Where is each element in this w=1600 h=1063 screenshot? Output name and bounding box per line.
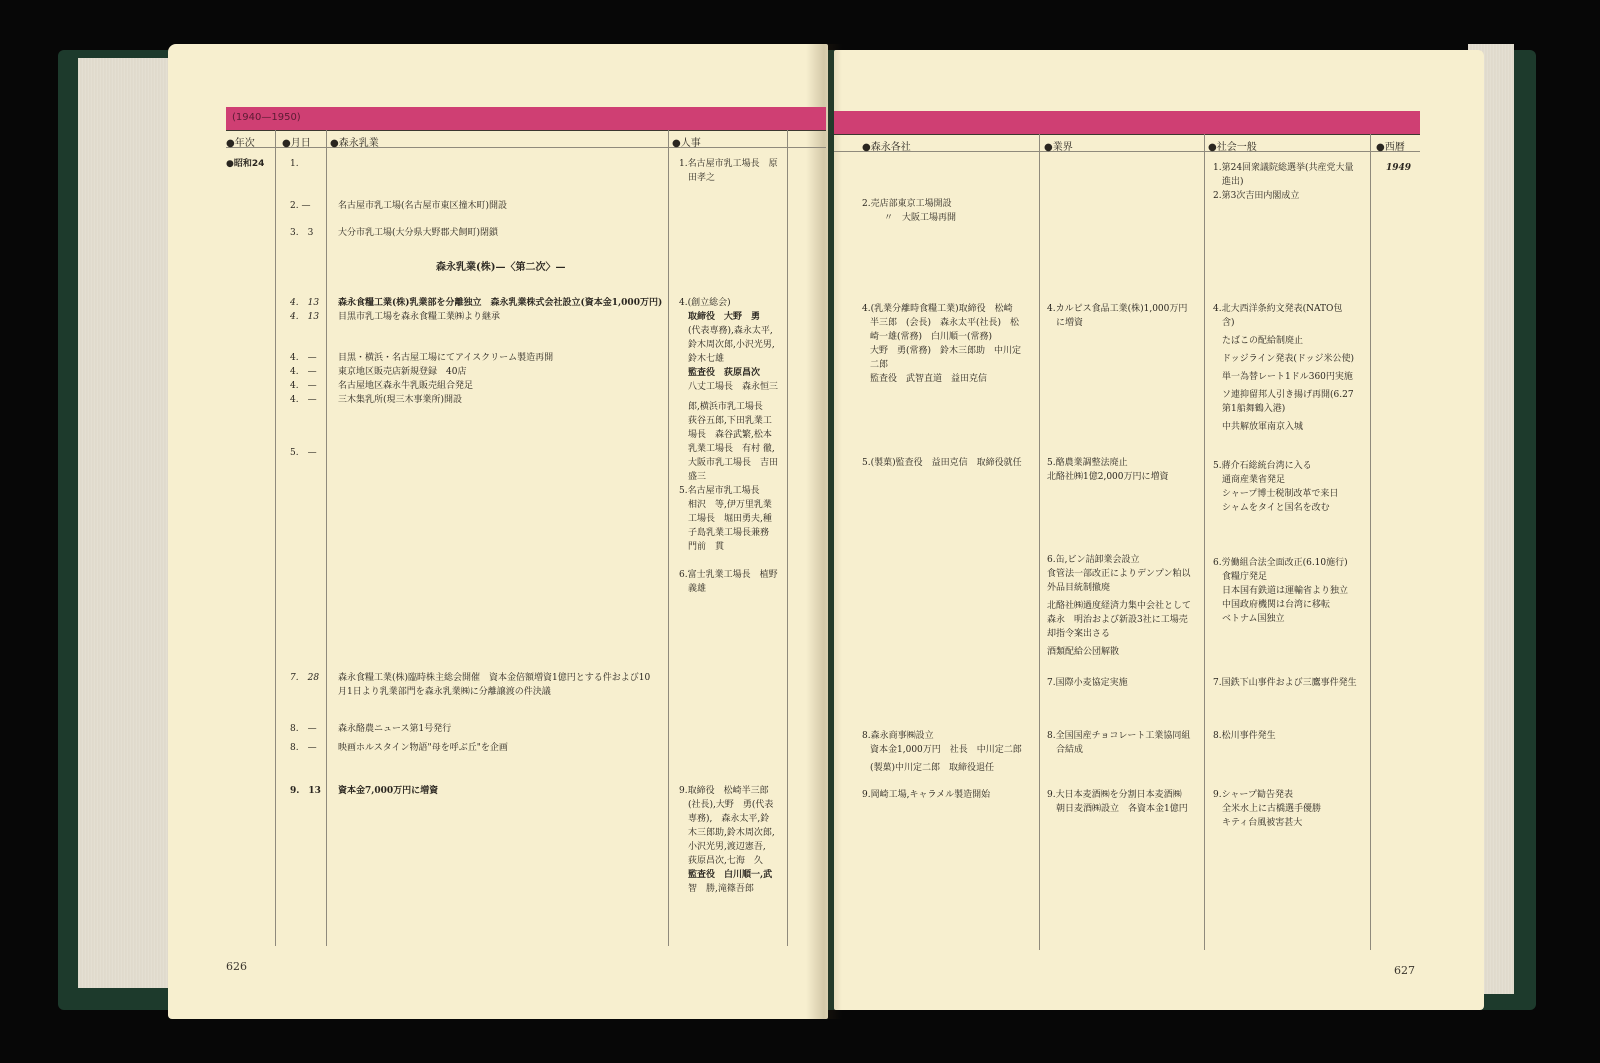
date: 4. 13: [290, 312, 320, 322]
personnel-line: 子島乳業工場長兼務: [688, 528, 770, 538]
industry-line: 北酪社㈱1億2,000万円に増資: [1047, 472, 1169, 482]
society-line: 全米水上に古橋選手優勝: [1222, 804, 1322, 814]
society-line: 1.第24回衆議院総選挙(共産党大量: [1213, 163, 1354, 173]
date: 4. —: [290, 395, 317, 405]
affiliate-line: 大野 勇(常務) 鈴木三郎助 中川定: [870, 346, 1022, 356]
morinaga-event: 名古屋地区森永牛乳販売組合発足: [338, 381, 474, 391]
right-page: [834, 50, 1484, 1010]
industry-line: に増資: [1056, 318, 1084, 328]
society-line: 単一為替レート1ドル360円実施: [1222, 372, 1353, 382]
header-month-day: ●月日: [282, 138, 311, 149]
society-line: キティ台風被害甚大: [1222, 818, 1303, 828]
morinaga-event: 目黒・横浜・名古屋工場にてアイスクリーム製造再開: [338, 353, 554, 363]
date: 9. 13: [290, 786, 321, 796]
industry-line: 8.全国国産チョコレート工業協同組: [1047, 731, 1191, 741]
header-affiliates: ●森永各社: [862, 142, 911, 153]
affiliate-line: 〃 大阪工場再開: [884, 213, 957, 223]
date: 4. 13: [290, 298, 320, 308]
morinaga-event: 三木集乳所(現三木事業所)開設: [338, 395, 463, 405]
date: 2. —: [290, 201, 311, 211]
personnel-line: 荻谷五郎,下田乳業工: [688, 416, 772, 426]
society-line: 中共解放軍南京入城: [1222, 422, 1304, 432]
morinaga-event: 森永食糧工業(株)乳業部を分離独立 森永乳業株式会社設立(資本金1,000万円): [338, 298, 663, 308]
header-personnel: ●人事: [672, 138, 701, 149]
society-line: 進出): [1222, 177, 1244, 187]
personnel-line: 工場長 堀田勇夫,種: [688, 514, 772, 524]
industry-line: 6.缶,ビン詰卸業会設立: [1047, 555, 1140, 565]
col-line: [668, 130, 669, 946]
personnel-line: 八丈工場長 森永恒三: [688, 382, 779, 392]
header-society: ●社会一般: [1208, 142, 1257, 153]
society-line: 食糧庁発足: [1222, 572, 1268, 582]
affiliate-line: (製菓)中川定二郎 取締役退任: [870, 763, 995, 773]
header-industry: ●業界: [1044, 142, 1073, 153]
header-western: ●西暦: [1376, 142, 1405, 153]
affiliate-line: 資本金1,000万円 社長 中川定二郎: [870, 745, 1022, 755]
range-label: (1940—1950): [232, 112, 301, 123]
industry-line: 森永 明治および新設3社に工場売: [1047, 615, 1188, 625]
affiliate-line: 監査役 武智直道 益田克信: [870, 374, 988, 384]
society-line: シャープ博士税制改革で来日: [1222, 489, 1339, 499]
header-morinaga: ●森永乳業: [330, 138, 379, 149]
society-line: たばこの配給制廃止: [1222, 336, 1304, 346]
society-line: シャムをタイと国名を改む: [1222, 503, 1330, 513]
personnel-line: 6.富士乳業工場長 植野: [679, 570, 778, 580]
date: 4. —: [290, 367, 317, 377]
morinaga-event: 森永酪農ニュース第1号発行: [338, 724, 452, 734]
personnel-line: 鈴木七雄: [688, 354, 725, 364]
personnel-line: 盛三: [688, 472, 707, 482]
society-line: 中国政府機関は台湾に移転: [1222, 600, 1331, 610]
personnel-line: 鈴木周次郎,小沢光男,: [688, 340, 775, 350]
personnel-line: 5.名古屋市乳工場長: [679, 486, 760, 496]
personnel-line: 小沢光男,渡辺憲吾,: [688, 842, 766, 852]
morinaga-event: 月1日より乳業部門を森永乳業㈱に分離譲渡の件決議: [338, 687, 551, 697]
date: 4. —: [290, 353, 317, 363]
personnel-line: 智 勝,滝篠吾郎: [688, 884, 754, 894]
col-line: [1370, 134, 1371, 950]
date: 4. —: [290, 381, 317, 391]
left-page-edges: [78, 58, 176, 988]
affiliate-line: 崎一雄(常務) 白川順一(常務): [870, 332, 993, 342]
industry-line: 却指令案出さる: [1047, 629, 1111, 639]
date: 7. 28: [290, 673, 320, 683]
page-number-right: 627: [1394, 964, 1415, 977]
left-header-rule-bottom: [226, 147, 826, 148]
society-line: 8.松川事件発生: [1213, 731, 1276, 741]
society-line: 6.労働組合法全面改正(6.10施行): [1213, 558, 1348, 568]
personnel-line: 郎,横浜市乳工場長: [688, 402, 763, 412]
affiliate-line: 2.売店部東京工場開設: [862, 199, 952, 209]
society-line: ベトナム国独立: [1222, 614, 1285, 624]
affiliate-line: 9.岡崎工場,キャラメル製造開始: [862, 790, 991, 800]
personnel-line: 相沢 等,伊万里乳業: [688, 500, 772, 510]
personnel-line: 門前 貫: [688, 542, 725, 552]
morinaga-event: 目黒市乳工場を森永食糧工業㈱より継承: [338, 312, 501, 322]
page-number-left: 626: [226, 960, 247, 973]
society-line: 2.第3次吉田内閣成立: [1213, 191, 1300, 201]
personnel-line: 9.取締役 松崎半三郎: [679, 786, 769, 796]
morinaga-event: 大分市乳工場(大分県大野郡犬飼町)閉鎖: [338, 228, 499, 238]
personnel-line: 取締役 大野 勇: [688, 312, 761, 322]
morinaga-event: 東京地区販売店新規登録 40店: [338, 367, 467, 377]
personnel-line: 荻原昌次,七海 久: [688, 856, 763, 866]
right-header-band: [834, 111, 1420, 134]
society-line: 含): [1222, 318, 1235, 328]
year-label: ●昭和24: [226, 159, 265, 169]
date: 8. —: [290, 724, 317, 734]
morinaga-event: 森永食糧工業(株)臨時株主総会開催 資本金倍額増資1億円とする件および10: [338, 673, 651, 683]
left-header-rule: [226, 130, 826, 131]
industry-line: 7.国際小麦協定実施: [1047, 678, 1128, 688]
col-line: [1039, 134, 1040, 950]
affiliate-line: 4.(乳業分離時食糧工業)取締役 松崎: [862, 304, 1013, 314]
morinaga-event: 資本金7,000万円に増資: [338, 786, 439, 796]
industry-line: 朝日麦酒㈱設立 各資本金1億円: [1056, 804, 1188, 814]
personnel-line: 木三郎助,鈴木周次郎,: [688, 828, 775, 838]
industry-line: 5.酪農業調整法廃止: [1047, 458, 1128, 468]
industry-line: 北酪社㈱過度経済力集中会社として: [1047, 601, 1192, 611]
date: 8. —: [290, 743, 317, 753]
col-line: [326, 130, 327, 946]
col-line: [787, 130, 788, 946]
society-line: ソ連抑留邦人引き揚げ再開(6.27: [1222, 390, 1354, 400]
industry-line: 4.カルピス食品工業(株)1,000万円: [1047, 304, 1188, 314]
industry-line: 食管法一部改正によりデンプン粕以: [1047, 569, 1191, 579]
date: 5. —: [290, 448, 317, 458]
right-header-rule: [834, 134, 1420, 135]
personnel-line: 大阪市乳工場長 吉田: [688, 458, 779, 468]
affiliate-line: 半三郎 (会長) 森永太平(社長) 松: [870, 318, 1020, 328]
morinaga-event: 映画ホルスタイン物語"母を呼ぶ丘"を企画: [338, 743, 508, 753]
date: 1.: [290, 159, 299, 169]
society-line: 日本国有鉄道は運輸省より独立: [1222, 586, 1349, 596]
date: 3. 3: [290, 228, 314, 238]
personnel-line: 田孝之: [688, 173, 716, 183]
personnel-line: (代表専務),森永太平,: [688, 326, 773, 336]
morinaga-event: 名古屋市乳工場(名古屋市東区撞木町)開設: [338, 201, 508, 211]
affiliate-line: 8.森永商事㈱設立: [862, 731, 934, 741]
industry-line: 外品目統制撤廃: [1047, 583, 1111, 593]
industry-line: 合結成: [1056, 745, 1084, 755]
right-header-rule-bottom: [834, 151, 1420, 152]
morinaga-section-title: 森永乳業(株)—〈第二次〉—: [436, 262, 566, 273]
personnel-line: 専務), 森永太平,鈴: [688, 814, 770, 824]
personnel-line: 場長 森谷武繁,松本: [688, 430, 772, 440]
col-line: [1204, 134, 1205, 950]
society-line: 9.シャープ勧告発表: [1213, 790, 1293, 800]
personnel-line: 監査役 荻原昌次: [688, 368, 761, 378]
western-year: 1949: [1386, 163, 1412, 173]
personnel-line: (社長),大野 勇(代表: [688, 800, 774, 810]
left-header-band: [226, 107, 826, 130]
industry-line: 9.大日本麦酒㈱を分割日本麦酒㈱: [1047, 790, 1182, 800]
personnel-line: 義雄: [688, 584, 707, 594]
header-year: ●年次: [226, 138, 255, 149]
personnel-line: 1.名古屋市乳工場長 原: [679, 159, 778, 169]
personnel-line: 監査役 白川順一,武: [688, 870, 773, 880]
col-line: [275, 130, 276, 946]
society-line: 4.北大西洋条約文発表(NATO包: [1213, 304, 1343, 314]
society-line: 第1船舞鶴入港): [1222, 404, 1286, 414]
society-line: 通商産業省発足: [1222, 475, 1286, 485]
affiliate-line: 5.(製菓)監査役 益田克信 取締役就任: [862, 458, 1022, 468]
gutter-shadow: [806, 44, 842, 1019]
personnel-line: 乳業工場長 有村 徹,: [688, 444, 775, 454]
industry-line: 酒類配給公団解散: [1047, 647, 1120, 657]
society-line: 5.蔣介石総統台湾に入る: [1213, 461, 1312, 471]
society-line: ドッジライン発表(ドッジ米公使): [1222, 354, 1355, 364]
affiliate-line: 二郎: [870, 360, 889, 370]
personnel-line: 4.(創立総会): [679, 298, 731, 308]
society-line: 7.国鉄下山事件および三鷹事件発生: [1213, 678, 1357, 688]
